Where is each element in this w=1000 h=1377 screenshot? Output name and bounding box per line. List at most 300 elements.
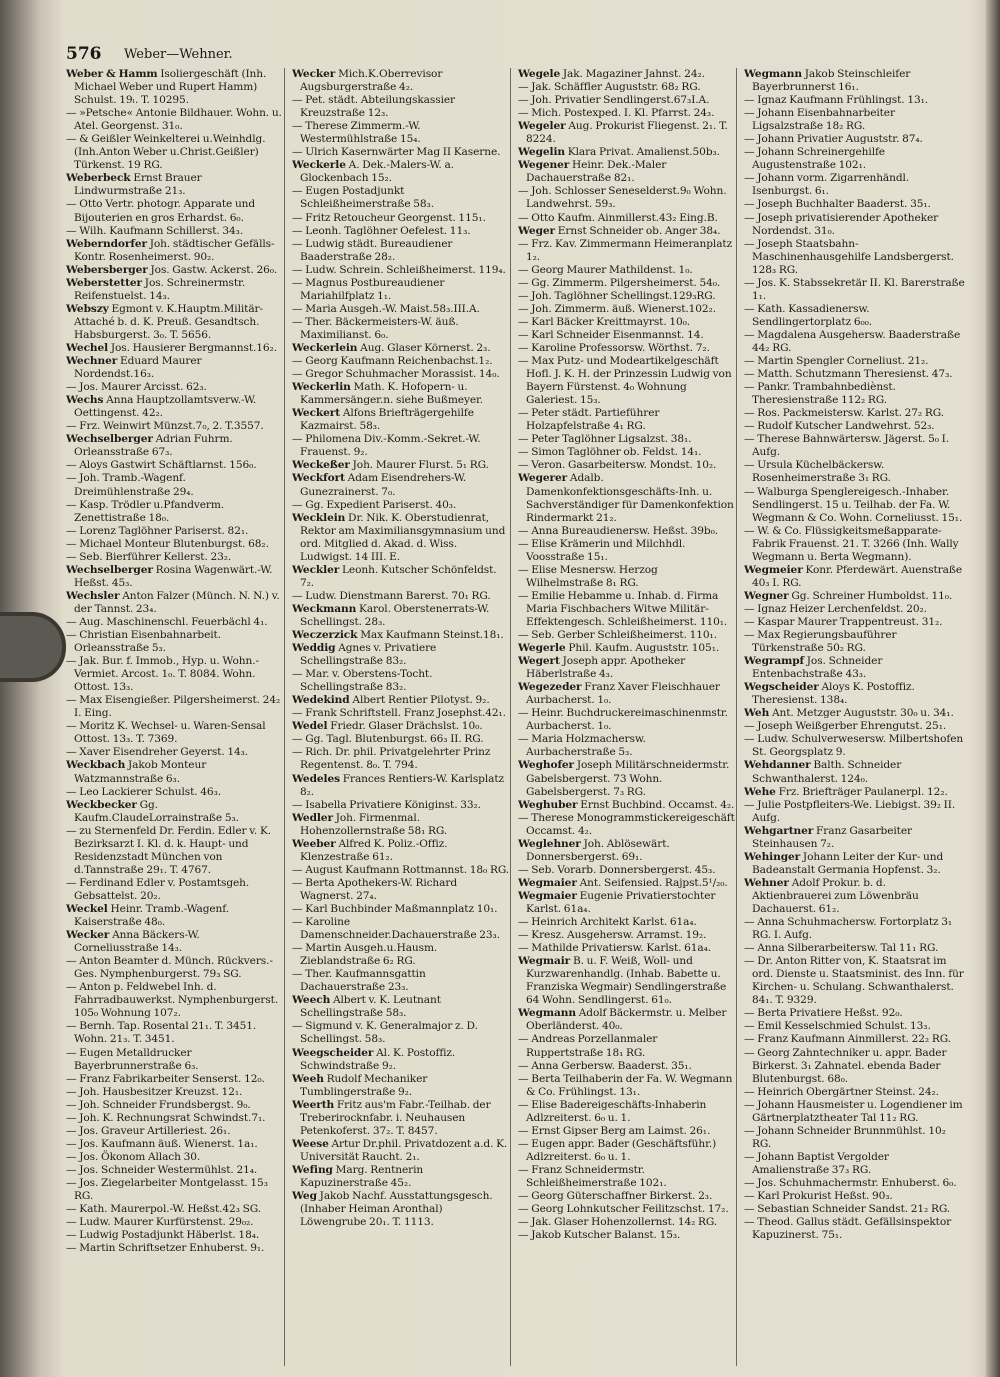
- entry-text: — Franz Schneidermstr. Schleißheimerstraße 102₁.: [518, 1163, 667, 1189]
- directory-entry: [292, 994, 510, 1020]
- entry-text: — Ther. Kaufmannsgattin Dachauerstraße 23₃.: [292, 968, 426, 994]
- directory-entry: [744, 1216, 966, 1242]
- directory-entry: [292, 564, 510, 590]
- entry-text: — Karl Schneider Eisenmannst. 14.: [518, 328, 704, 341]
- entry-text: A. Dek.-Malers-W. a. Glockenbach 15₂.: [300, 159, 454, 185]
- directory-entry: [292, 342, 510, 355]
- directory-entry: [744, 629, 966, 655]
- entry-text: Phil. Kaufm. Auguststr. 105₁.: [568, 642, 720, 655]
- directory-entry: [66, 1216, 284, 1229]
- entry-surname: Wehdanner: [744, 759, 811, 772]
- entry-text: — Joh. Schneider Frundsbergst. 9₀.: [66, 1098, 251, 1111]
- directory-entry: [518, 68, 736, 81]
- entry-text: — Maria Holzmachersw. Aurbacherstraße 5₃.: [518, 733, 646, 759]
- entry-text: Franz Xaver Fleischhauer Aurbacherst. 1₀.: [526, 681, 720, 707]
- directory-entry: [66, 825, 284, 877]
- entry-text: Albert v. K. Leutnant Schellingstraße 58₃.: [300, 994, 441, 1020]
- directory-entry: [744, 707, 966, 720]
- directory-entry: [744, 1020, 966, 1033]
- directory-entry: [744, 590, 966, 603]
- entry-text: — Rich. Dr. phil. Privatgelehrter Prinz Regentenst. 8₀. T. 794.: [292, 746, 491, 772]
- entry-surname: Weckerlein: [292, 341, 358, 354]
- directory-columns: [66, 68, 968, 1368]
- directory-entry: [66, 68, 284, 107]
- next-page-edge: [986, 0, 1000, 1377]
- entry-text: — Jos. Schuhmachermstr. Enhuberst. 6₀.: [744, 1176, 957, 1189]
- entry-text: — Ludw. Schulverwesersw. Milbertshofen St. Georgsplatz 9.: [744, 733, 964, 759]
- directory-entry: [66, 1164, 284, 1177]
- directory-entry: [292, 1099, 510, 1138]
- directory-entry: [292, 799, 510, 812]
- directory-entry: [744, 851, 966, 877]
- directory-entry: [518, 1033, 736, 1059]
- entry-text: Isoliergeschäft (Inh. Michael Weber und Rupert Hamm) Schulst. 19ₗ. T. 10295.: [74, 68, 267, 107]
- entry-surname: Weckler: [292, 563, 340, 576]
- directory-entry: [518, 459, 736, 472]
- directory-entry: [292, 668, 510, 694]
- column-3: [518, 68, 737, 1366]
- entry-surname: Wegmaier: [518, 889, 577, 902]
- entry-surname: Wegmaier: [518, 876, 577, 889]
- entry-text: — Heinr. Buchdruckereimaschinenmstr. Aurbacherst. 1₀.: [518, 707, 728, 733]
- entry-text: Frz. Briefträger Paulanerpl. 12₂.: [778, 785, 948, 798]
- entry-surname: Wehgartner: [744, 824, 814, 837]
- directory-entry: [518, 812, 736, 838]
- directory-entry: [66, 1086, 284, 1099]
- directory-entry: [292, 499, 510, 512]
- entry-text: — Otto Vertr. photogr. Apparate und Bijouterien en gros Erhardst. 6₀.: [66, 198, 256, 224]
- entry-surname: Wefing: [292, 1163, 333, 1176]
- entry-text: — Jakob Kutscher Balanst. 15₃.: [518, 1229, 681, 1242]
- directory-entry: [66, 472, 284, 498]
- directory-entry: [744, 68, 966, 94]
- entry-text: Jos. Schneider Entenbachstraße 43₃.: [752, 655, 883, 681]
- directory-entry: [518, 433, 736, 446]
- entry-text: — Rudolf Kutscher Landwehrst. 52₃.: [744, 420, 935, 433]
- entry-text: Konr. Pferdewärt. Auenstraße 40₃ I. RG.: [752, 563, 962, 589]
- entry-text: Rudolf Mechaniker Tumblingerstraße 9₂.: [300, 1072, 428, 1098]
- entry-text: Karol. Oberstenerrats-W. Schellingst. 28₃.: [300, 602, 490, 628]
- directory-entry: [518, 799, 736, 812]
- entry-text: Joseph appr. Apotheker Häberlstraße 4₃.: [526, 655, 686, 681]
- entry-text: — Sigmund v. K. Generalmajor z. D. Schellingst. 58₃.: [292, 1020, 478, 1046]
- entry-text: — Peter Taglöhner Ligsalzst. 38₁.: [518, 433, 692, 446]
- directory-entry: [518, 942, 736, 955]
- directory-entry: [744, 1086, 966, 1099]
- entry-surname: Weglehner: [518, 837, 581, 850]
- directory-entry: [744, 786, 966, 799]
- directory-entry: [292, 1138, 510, 1164]
- entry-text: — Maria Ausgeh.-W. Maist.58₃.III.A.: [292, 302, 480, 315]
- directory-entry: [66, 433, 284, 459]
- entry-text: — Kaspar Maurer Trappentreust. 31₂.: [744, 615, 943, 628]
- entry-surname: Weghofer: [518, 759, 575, 772]
- entry-text: Aloys K. Postoffiz. Theresienst. 138₄.: [752, 681, 915, 707]
- entry-text: Ernst Buchbind. Occamst. 4₂.: [580, 798, 735, 811]
- directory-entry: [66, 303, 284, 342]
- directory-entry: [66, 759, 284, 785]
- directory-entry: [518, 1099, 736, 1125]
- entry-text: Eduard Maurer Nordendst.16₃.: [74, 355, 202, 381]
- entry-text: — Max Regierungsbauführer Türkenstraße 50₂ RG.: [744, 629, 897, 655]
- entry-text: — Eugen Postadjunkt Schleißheimerstraße 58₃.: [292, 185, 434, 211]
- entry-text: — Karl Prokurist Heßst. 90₃.: [744, 1190, 893, 1203]
- entry-text: Joseph Militärschneidermstr. Gabelsbergerst. 73 Wohn. Gabelsbergerst. 7₃ RG.: [526, 759, 730, 798]
- entry-text: Alfons Briefträgergehilfe Kazmairst. 58₃.: [300, 407, 474, 433]
- directory-entry: [744, 525, 966, 564]
- directory-entry: [518, 707, 736, 733]
- entry-surname: Wegezeder: [518, 681, 582, 694]
- directory-entry: [292, 459, 510, 472]
- directory-entry: [744, 420, 966, 433]
- directory-entry: [744, 1203, 966, 1216]
- entry-surname: Wegrampf: [744, 655, 804, 668]
- directory-entry: [66, 720, 284, 746]
- directory-entry: [518, 1138, 736, 1164]
- entry-surname: Wegmann: [744, 68, 802, 80]
- entry-text: Aug. Glaser Körnerst. 2₃.: [360, 341, 491, 354]
- column-1: [66, 68, 285, 1366]
- entry-text: — Kath. Kassadienersw. Sendlingertorplatz 6₀₀.: [744, 302, 873, 328]
- entry-text: — Ignaz Kaufmann Frühlingst. 13₁.: [744, 94, 929, 107]
- entry-surname: Weddig: [292, 642, 336, 655]
- entry-text: — Ulrich Kasernwärter Mag II Kaserne.: [292, 146, 501, 159]
- entry-text: — Ludwig Postadjunkt Häberlst. 18₄.: [66, 1229, 260, 1242]
- entry-text: — Jos. Kaufmann äuß. Wienerst. 1a₁.: [66, 1137, 258, 1150]
- entry-text: — Emilie Hebamme u. Inhab. d. Firma Maria Fischbachers Witwe Militär-Effektengesch. Schleißheimerst. 110₁.: [518, 589, 728, 628]
- entry-text: Adam Eisendrehers-W. Gunezrainerst. 7₀.: [300, 472, 467, 498]
- directory-entry: [66, 394, 284, 420]
- directory-entry: [518, 159, 736, 185]
- entry-text: — Andreas Porzellanmaler Ruppertstraße 18₁ RG.: [518, 1033, 658, 1059]
- directory-entry: [66, 564, 284, 590]
- entry-text: — Jak. Bur. f. Immob., Hyp. u. Wohn.-Vermiet. Arcost. 1₀. T. 8084. Wohn. Ottost. 13₃.: [66, 655, 259, 694]
- directory-entry: [744, 146, 966, 172]
- directory-entry: [518, 1060, 736, 1073]
- page-number: 576: [66, 44, 102, 64]
- directory-entry: [66, 929, 284, 955]
- entry-surname: Weech: [292, 994, 331, 1007]
- entry-text: Jos. Hausierer Bergmannst.16₂.: [110, 341, 277, 354]
- directory-entry: [66, 355, 284, 381]
- directory-entry: [292, 603, 510, 629]
- column-4: [744, 68, 966, 1366]
- directory-entry: [66, 1112, 284, 1125]
- entry-surname: Weckbach: [66, 759, 126, 772]
- entry-text: Gg. Kaufm.ClaudeLorrainstraße 5₃.: [74, 798, 239, 824]
- directory-entry: [744, 916, 966, 942]
- entry-text: — »Petsche« Antonie Bildhauer. Wohn. u. Atel. Georgenst. 31₀.: [66, 107, 282, 133]
- entry-surname: Weerth: [292, 1098, 335, 1111]
- entry-text: Frances Rentiers-W. Karlsplatz 8₂.: [300, 772, 504, 798]
- entry-text: — Johann vorm. Zigarrenhändl. Isenburgst. 6₁.: [744, 172, 910, 198]
- directory-entry: [744, 381, 966, 407]
- directory-entry: [292, 303, 510, 316]
- directory-entry: [292, 238, 510, 264]
- directory-entry: [518, 681, 736, 707]
- entry-surname: Weckfort: [292, 472, 345, 485]
- directory-entry: [66, 1047, 284, 1073]
- entry-text: — Martin Schriftsetzer Enhuberst. 9₁.: [66, 1242, 265, 1255]
- entry-text: — Jos. Ökonom Allach 30.: [66, 1150, 201, 1163]
- entry-text: — Therese Monogrammstickereigeschäft Occamst. 4₂.: [518, 811, 735, 837]
- entry-surname: Wecklein: [292, 511, 346, 524]
- entry-surname: Webersberger: [66, 263, 148, 276]
- entry-text: — Max Putz- und Modeartikelgeschäft Hofl. J. K. H. der Prinzessin Ludwig von Bayern Fürstenst. 4₀ Wohnung Galeriest. 15₃.: [518, 355, 732, 407]
- entry-surname: Wedler: [292, 811, 333, 824]
- entry-text: Friedr. Glaser Drächslst. 10₀.: [330, 720, 483, 733]
- directory-entry: [66, 746, 284, 759]
- directory-entry: [292, 212, 510, 225]
- entry-text: Jos. Schreinermstr. Reifenstuelst. 14₃.: [74, 276, 246, 302]
- entry-text: — Julie Postpfleiters-We. Liebigst. 39₂ II. Aufg.: [744, 798, 956, 824]
- directory-entry: [66, 1242, 284, 1255]
- running-head: Weber—Wehner.: [124, 47, 233, 62]
- directory-entry: [744, 277, 966, 303]
- entry-text: Jakob Nachf. Ausstattungsgesch. (Inhaber Heiman Aronthal) Löwengrube 20₁. T. 1113.: [300, 1190, 493, 1229]
- directory-entry: [744, 1007, 966, 1020]
- entry-text: — Johann Hausmeister u. Logendiener im Gärtnerplatztheater Tal 11₂ RG.: [744, 1098, 963, 1124]
- entry-surname: Weckbecker: [66, 798, 137, 811]
- directory-entry: [744, 486, 966, 525]
- entry-text: — Frz. Weinwirt Münzst.7₀, 2. T.3557.: [66, 420, 264, 433]
- directory-entry: [66, 198, 284, 224]
- entry-text: Balth. Schneider Schwanthalerst. 124₀.: [752, 759, 902, 785]
- entry-text: — Ludwig städt. Bureaudiener Baaderstraße 28₂.: [292, 237, 453, 263]
- entry-text: Rosina Wagenwärt.-W. Heßst. 45₃.: [74, 563, 273, 589]
- directory-entry: [292, 590, 510, 603]
- directory-entry: [518, 564, 736, 590]
- entry-text: Agnes v. Privatiere Schellingstraße 83₂.: [300, 642, 437, 668]
- entry-text: — Kasp. Trödler u.Pfandverm. Zenettistraße 18₀.: [66, 498, 225, 524]
- entry-surname: Wehner: [744, 876, 789, 889]
- entry-text: — August Kaufmann Rottmannst. 18₀ RG.: [292, 863, 510, 876]
- entry-surname: Weckert: [292, 407, 341, 420]
- entry-surname: Weckel: [66, 903, 108, 915]
- directory-entry: [292, 1020, 510, 1046]
- entry-text: Klara Privat. Amalienst.50b₃.: [567, 146, 720, 159]
- entry-text: Eugenie Privatierstochter Karlst. 61a₄.: [526, 889, 716, 915]
- entry-text: — Gregor Schuhmacher Morassist. 14₀.: [292, 368, 500, 381]
- entry-text: — Georg Kaufmann Reichenbachst.1₂.: [292, 355, 493, 368]
- entry-text: Adrian Fuhrm. Orleansstraße 67₃.: [74, 433, 233, 459]
- entry-text: — Peter städt. Partieführer Holzapfelstraße 4₁ RG.: [518, 407, 660, 433]
- entry-surname: Wehe: [744, 785, 776, 798]
- entry-text: — Joh. Hausbesitzer Kreuzst. 12₁.: [66, 1085, 243, 1098]
- directory-entry: [518, 877, 736, 890]
- directory-entry: [518, 1125, 736, 1138]
- directory-entry: [744, 1177, 966, 1190]
- directory-entry: [292, 512, 510, 564]
- entry-text: — Georg Maurer Mathildenst. 1₀.: [518, 263, 693, 276]
- directory-entry: [66, 1177, 284, 1203]
- entry-text: — Gg. Expedient Pariserst. 40₃.: [292, 498, 457, 511]
- directory-entry: [66, 786, 284, 799]
- entry-text: — Otto Kaufm. Ainmillerst.43₂ Eing.B.: [518, 211, 718, 224]
- entry-surname: Weghuber: [518, 798, 578, 811]
- directory-entry: [292, 864, 510, 877]
- binder-clip: [0, 612, 66, 682]
- entry-text: — Jos. Schneider Westermühlst. 21₄.: [66, 1163, 258, 1176]
- entry-surname: Weckerle: [292, 159, 346, 172]
- entry-text: — Philomena Div.-Komm.-Sekret.-W. Frauenst. 9₂.: [292, 433, 481, 459]
- entry-surname: Wegener: [518, 159, 570, 172]
- directory-entry: [66, 225, 284, 238]
- directory-entry: [66, 1073, 284, 1086]
- directory-entry: [518, 1190, 736, 1203]
- directory-entry: [518, 446, 736, 459]
- directory-entry: [66, 1151, 284, 1164]
- entry-surname: Weberbeck: [66, 172, 131, 185]
- entry-text: — Ursula Küchelbäckersw. Rosenheimerstraße 3₁ RG.: [744, 459, 891, 485]
- entry-text: Anna Hauptzollamtsverw.-W. Oettingenst. 42₂.: [74, 394, 257, 420]
- directory-entry: [66, 629, 284, 655]
- directory-entry: [744, 1033, 966, 1046]
- entry-text: — Seb. Gerber Schleißheimerst. 110₁.: [518, 629, 717, 642]
- directory-entry: [292, 773, 510, 799]
- entry-text: — Magdalena Ausgehersw. Baaderstraße 44₂ RG.: [744, 328, 961, 354]
- entry-text: Alfred K. Poliz.-Offiz. Klenzestraße 61₂.: [300, 837, 448, 863]
- directory-entry: [66, 694, 284, 720]
- entry-text: — Lorenz Taglöhner Pariserst. 82₁.: [66, 524, 249, 537]
- entry-text: Al. K. Postoffiz. Schwindstraße 9₂.: [300, 1046, 456, 1072]
- entry-text: — Ludw. Dienstmann Barerst. 70₁ RG.: [292, 589, 491, 602]
- entry-text: Adolf Bäckermstr. u. Melber Oberländerst. 40₀.: [526, 1007, 727, 1033]
- directory-entry: [518, 94, 736, 107]
- directory-entry: [744, 368, 966, 381]
- directory-entry: [744, 355, 966, 368]
- entry-text: — Johann Privatier Auguststr. 87₄.: [744, 133, 923, 146]
- directory-entry: [66, 459, 284, 472]
- entry-text: — Pet. städt. Abteilungskassier Kreuzstraße 12₃.: [292, 94, 455, 120]
- entry-text: — Wilh. Kaufmann Schillerst. 34₃.: [66, 224, 244, 237]
- directory-entry: [292, 316, 510, 342]
- entry-surname: Wegner: [744, 589, 789, 602]
- entry-text: — Elise Mesnersw. Herzog Wilhelmstraße 8₁ RG.: [518, 563, 658, 589]
- directory-entry: [292, 368, 510, 381]
- entry-text: Artur Dr.phil. Privatdozent a.d. K. Universität Raucht. 2₁.: [300, 1137, 508, 1163]
- directory-entry: [744, 329, 966, 355]
- entry-text: — Xaver Eisendreher Geyerst. 14₃.: [66, 746, 249, 759]
- entry-text: Joh. Ablösewärt. Donnersbergerst. 69₁.: [526, 837, 670, 863]
- directory-entry: [518, 864, 736, 877]
- directory-entry: [292, 942, 510, 968]
- directory-entry: [66, 277, 284, 303]
- entry-surname: Wegerer: [518, 472, 568, 485]
- entry-surname: Wechselberger: [66, 433, 153, 446]
- entry-surname: Weckerlin: [292, 381, 351, 394]
- entry-text: Dr. Nik. K. Oberstudienrat, Rektor am Maximiliansgymnasium und ord. Mitglied d. Akad. d. Wiss. Ludwigst. 14 III. E.: [300, 511, 506, 563]
- entry-text: — Martin Spengler Corneliust. 21₂.: [744, 355, 929, 368]
- page-header: [66, 44, 966, 70]
- entry-surname: Wehinger: [744, 850, 801, 863]
- directory-entry: [292, 746, 510, 772]
- directory-entry: [518, 733, 736, 759]
- directory-entry: [518, 81, 736, 94]
- directory-entry: [292, 707, 510, 720]
- entry-text: — Michael Monteur Blutenburgst. 68₂.: [66, 537, 269, 550]
- entry-text: — Anton p. Feldwebel Inh. d. Fahrradbauwerkst. Nymphenburgerst. 105₀ Wohnung 107₂.: [66, 981, 279, 1020]
- entry-text: — Joh. Taglöhner Schellingst.129₃RG.: [518, 289, 716, 302]
- directory-entry: [66, 525, 284, 538]
- directory-entry: [292, 159, 510, 185]
- entry-text: — Kath. Maurerpol.-W. Heßst.42₃ SG.: [66, 1203, 262, 1216]
- entry-surname: Wegmann: [518, 1007, 576, 1020]
- entry-text: Ernst Schneider ob. Anger 38₄.: [557, 224, 721, 237]
- directory-entry: [66, 955, 284, 981]
- entry-text: — Ludw. Maurer Kurfürstenst. 29₀₂.: [66, 1216, 254, 1229]
- entry-text: — & Geißler Weinkelterei u.Weinhdlg. (Inh.Anton Weber u.Christ.Geißler) Türkenst. 19 RG.: [66, 133, 266, 172]
- directory-entry: [292, 264, 510, 277]
- directory-entry: [744, 1099, 966, 1125]
- entry-surname: Weczerzick: [292, 629, 358, 642]
- directory-entry: [292, 642, 510, 668]
- entry-text: — Joh. Schlosser Seneselderst.9₀ Wohn. Landwehrst. 59₃.: [518, 185, 727, 211]
- entry-text: — Seb. Vorarb. Donnersbergerst. 45₃.: [518, 863, 716, 876]
- directory-entry: [292, 407, 510, 433]
- directory-entry: [518, 290, 736, 303]
- entry-text: — Pankr. Trambahnbediènst. Theresienstraße 112₂ RG.: [744, 381, 896, 407]
- directory-entry: [66, 238, 284, 264]
- directory-entry: [292, 94, 510, 120]
- entry-text: — Karl Bäcker Kreittmayrst. 10₀.: [518, 315, 691, 328]
- directory-entry: [518, 185, 736, 211]
- directory-entry: [744, 172, 966, 198]
- entry-text: — Joh. Zimmerm. äuß. Wienerst.102₂.: [518, 302, 716, 315]
- directory-entry: [518, 238, 736, 264]
- directory-entry: [744, 655, 966, 681]
- directory-entry: [292, 146, 510, 159]
- entry-text: Ernst Brauer Lindwurmstraße 21₃.: [74, 172, 202, 198]
- directory-entry: [744, 459, 966, 485]
- directory-entry: [66, 981, 284, 1020]
- entry-text: — Simon Taglöhner ob. Feldst. 14₁.: [518, 446, 702, 459]
- directory-entry: [66, 420, 284, 433]
- entry-text: — Frank Schriftstell. Franz Josephst.42₁.: [292, 707, 506, 720]
- directory-entry: [66, 381, 284, 394]
- entry-text: — Mar. v. Oberstens-Tocht. Schellingstraße 83₂.: [292, 668, 433, 694]
- entry-text: Joh. städtischer Gefälls-Kontr. Rosenheimerst. 90₂.: [74, 237, 275, 263]
- entry-surname: Webszy: [66, 302, 109, 315]
- entry-text: — Karl Buchbinder Maßmannplatz 10₁.: [292, 903, 498, 915]
- entry-text: Jakob Steinschleifer Bayerbrunnerst 16₁.: [752, 68, 911, 94]
- directory-entry: [292, 185, 510, 211]
- directory-entry: [66, 877, 284, 903]
- entry-surname: Weeber: [292, 837, 336, 850]
- entry-text: Fritz aus'm Fabr.-Teilhab. der Treberirocknfabr. i. Neuhausen Petenkoferst. 37₂. T. 8457.: [300, 1098, 491, 1137]
- entry-text: — Emil Kesselschmied Schulst. 13₃.: [744, 1020, 931, 1033]
- directory-entry: [66, 499, 284, 525]
- directory-entry: [744, 603, 966, 616]
- directory-entry: [744, 955, 966, 1007]
- entry-text: — zu Sternenfeld Dr. Ferdin. Edler v. K. Bezirksarzt I. Kl. d. k. Haupt- und Residenzstadt München von d.Tannstraße 29₁. T. 4767.: [66, 824, 272, 876]
- entry-surname: Wechner: [66, 355, 118, 368]
- directory-entry: [292, 838, 510, 864]
- entry-surname: Weckeßer: [292, 459, 350, 472]
- directory-entry: [518, 916, 736, 929]
- entry-text: Adolf Prokur. b. d. Aktienbrauerei zum Löwenbräu Dachauerst. 61₂.: [752, 876, 919, 915]
- directory-entry: [66, 538, 284, 551]
- entry-text: B. u. F. Weiß, Woll- und Kurzwarenhandlg. (Inhab. Babette u. Franziska Wegmair) Sendlingerstraße 64 Wohn. Sendlingerst. 61₀.: [526, 955, 727, 1007]
- entry-surname: Wegert: [518, 655, 560, 668]
- entry-text: — Isabella Privatiere Königinst. 33₂.: [292, 798, 481, 811]
- directory-entry: [292, 903, 510, 916]
- directory-entry: [744, 720, 966, 733]
- directory-entry: [744, 877, 966, 916]
- directory-entry: [518, 655, 736, 681]
- directory-entry: [744, 1047, 966, 1086]
- directory-entry: [518, 642, 736, 655]
